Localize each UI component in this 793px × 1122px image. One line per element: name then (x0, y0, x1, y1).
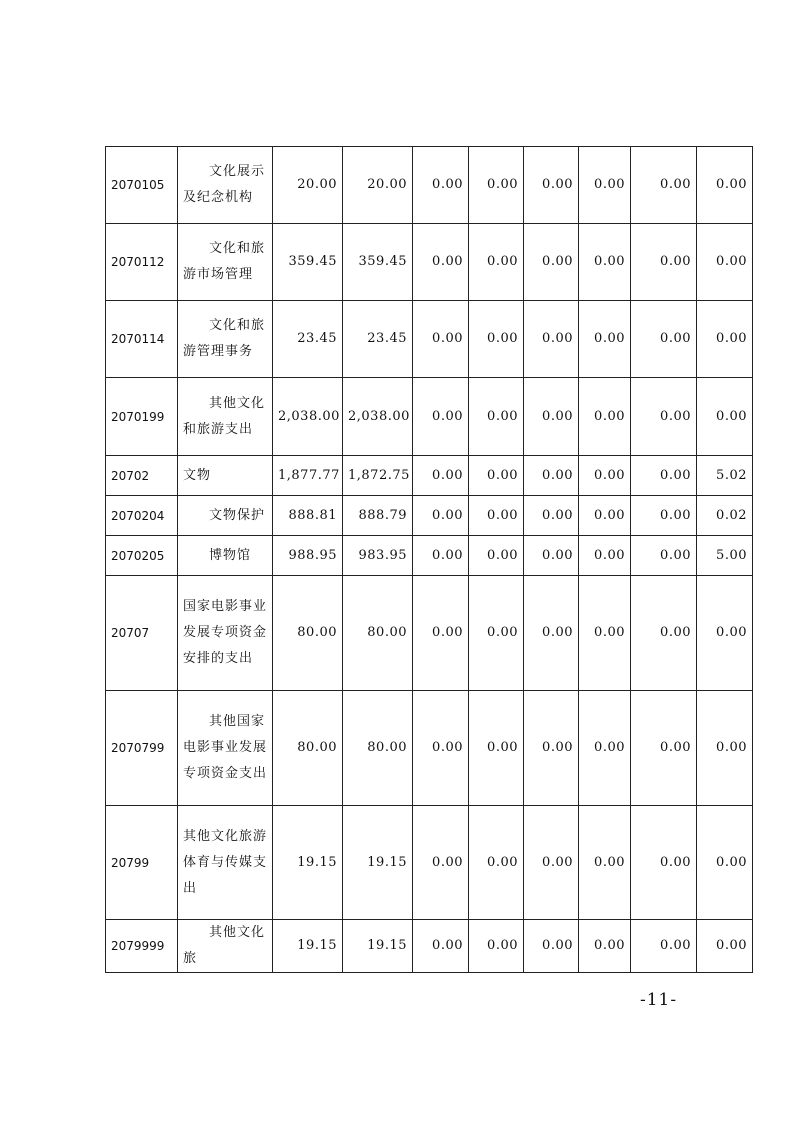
table-row (106, 378, 753, 456)
amount-cell: 0.00 (469, 301, 524, 378)
subject-name-text: 博物馆 (209, 547, 252, 563)
subject-name-text: 文化和旅游管理事务 (183, 318, 266, 359)
amount-cell: 23.45 (343, 301, 413, 378)
amount-cell: 0.00 (697, 378, 753, 456)
amount-cell: 20.00 (273, 147, 343, 224)
amount-cell: 0.00 (524, 301, 579, 378)
amount-cell: 0.00 (469, 691, 524, 806)
amount-cell: 0.00 (697, 806, 753, 920)
amount-cell: 0.00 (413, 147, 469, 224)
subject-code-cell: 2070205 (106, 536, 178, 576)
amount-cell: 0.00 (579, 536, 631, 576)
table-row (106, 920, 753, 973)
amount-cell: 0.00 (697, 147, 753, 224)
table-row (106, 691, 753, 806)
amount-cell: 0.00 (469, 147, 524, 224)
amount-cell: 888.79 (343, 496, 413, 536)
amount-cell: 0.00 (413, 691, 469, 806)
table-row (106, 806, 753, 920)
amount-cell: 19.15 (343, 806, 413, 920)
amount-cell: 0.00 (469, 456, 524, 496)
amount-cell: 0.00 (524, 920, 579, 973)
amount-cell: 0.00 (631, 920, 697, 973)
amount-cell: 0.00 (413, 496, 469, 536)
amount-cell: 80.00 (343, 576, 413, 691)
subject-name-text: 其他国家电影事业发展专项资金支出 (183, 714, 268, 781)
subject-code-cell: 2070105 (106, 147, 178, 224)
subject-code-cell: 2070199 (106, 378, 178, 456)
amount-cell: 983.95 (343, 536, 413, 576)
amount-cell: 0.00 (413, 536, 469, 576)
amount-cell: 1,872.75 (343, 456, 413, 496)
subject-name-text: 其他文化和旅游支出 (183, 395, 266, 437)
amount-cell: 0.00 (413, 224, 469, 301)
amount-cell: 359.45 (343, 224, 413, 301)
amount-cell: 0.00 (579, 496, 631, 536)
amount-cell: 80.00 (273, 691, 343, 806)
table-row (106, 456, 753, 496)
subject-name-cell (178, 456, 273, 496)
amount-cell: 0.00 (413, 378, 469, 456)
subject-name-text: 其他文化旅游体育与传媒支出 (183, 828, 268, 896)
amount-cell: 0.00 (469, 536, 524, 576)
amount-cell: 0.00 (631, 536, 697, 576)
amount-cell: 0.00 (469, 920, 524, 973)
table-row (106, 301, 753, 378)
amount-cell: 19.15 (343, 920, 413, 973)
page-number: -11- (640, 990, 678, 1010)
subject-code-cell: 2070114 (106, 301, 178, 378)
amount-cell: 359.45 (273, 224, 343, 301)
subject-name-cell (178, 496, 273, 536)
subject-name-text: 文化和旅游市场管理 (183, 241, 266, 282)
amount-cell: 2,038.00 (343, 378, 413, 456)
subject-name-text: 文物 (183, 467, 212, 483)
amount-cell: 0.00 (469, 806, 524, 920)
amount-cell: 20.00 (343, 147, 413, 224)
amount-cell: 0.00 (413, 301, 469, 378)
table-row (106, 536, 753, 576)
amount-cell: 0.00 (579, 691, 631, 806)
subject-name-cell (178, 536, 273, 576)
subject-name-cell (178, 378, 273, 456)
subject-name-cell (178, 920, 273, 973)
subject-code-cell: 2070112 (106, 224, 178, 301)
amount-cell: 0.00 (524, 456, 579, 496)
amount-cell: 0.00 (631, 301, 697, 378)
amount-cell: 0.00 (579, 378, 631, 456)
amount-cell: 988.95 (273, 536, 343, 576)
amount-cell: 0.00 (631, 378, 697, 456)
amount-cell: 0.00 (631, 691, 697, 806)
amount-cell: 19.15 (273, 920, 343, 973)
table-row (106, 496, 753, 536)
subject-name-cell (178, 301, 273, 378)
amount-cell: 0.00 (579, 920, 631, 973)
subject-name-cell (178, 691, 273, 806)
amount-cell: 0.00 (413, 456, 469, 496)
amount-cell: 5.00 (697, 536, 753, 576)
amount-cell: 0.00 (413, 806, 469, 920)
amount-cell: 0.00 (579, 147, 631, 224)
amount-cell: 0.00 (524, 496, 579, 536)
amount-cell: 0.00 (469, 378, 524, 456)
amount-cell: 0.00 (524, 806, 579, 920)
amount-cell: 0.00 (631, 806, 697, 920)
amount-cell: 0.00 (631, 456, 697, 496)
subject-code-cell: 20702 (106, 456, 178, 496)
amount-cell: 0.00 (697, 920, 753, 973)
subject-name-cell (178, 224, 273, 301)
subject-code-cell: 20707 (106, 576, 178, 691)
amount-cell: 0.00 (697, 691, 753, 806)
table-body (106, 147, 753, 973)
subject-code-cell: 2070204 (106, 496, 178, 536)
amount-cell: 0.00 (579, 806, 631, 920)
amount-cell: 0.00 (579, 456, 631, 496)
subject-name-cell (178, 147, 273, 224)
amount-cell: 0.00 (469, 496, 524, 536)
amount-cell: 0.00 (524, 536, 579, 576)
amount-cell: 0.00 (631, 576, 697, 691)
amount-cell: 0.00 (579, 224, 631, 301)
amount-cell: 2,038.00 (273, 378, 343, 456)
subject-name-cell (178, 576, 273, 691)
amount-cell: 0.00 (524, 224, 579, 301)
subject-name-text: 其他文化旅 (183, 925, 266, 966)
amount-cell: 0.00 (631, 224, 697, 301)
amount-cell: 0.00 (697, 576, 753, 691)
subject-code-cell: 2079999 (106, 920, 178, 973)
amount-cell: 0.00 (524, 147, 579, 224)
amount-cell: 0.00 (413, 576, 469, 691)
amount-cell: 5.02 (697, 456, 753, 496)
amount-cell: 0.00 (469, 224, 524, 301)
table-row (106, 147, 753, 224)
amount-cell: 0.02 (697, 496, 753, 536)
amount-cell: 0.00 (413, 920, 469, 973)
amount-cell: 888.81 (273, 496, 343, 536)
subject-name-text: 国家电影事业发展专项资金安排的支出 (183, 599, 268, 666)
amount-cell: 0.00 (469, 576, 524, 691)
amount-cell: 0.00 (697, 301, 753, 378)
amount-cell: 0.00 (631, 496, 697, 536)
amount-cell: 80.00 (343, 691, 413, 806)
amount-cell: 0.00 (579, 576, 631, 691)
amount-cell: 80.00 (273, 576, 343, 691)
amount-cell: 0.00 (524, 691, 579, 806)
subject-code-cell: 2070799 (106, 691, 178, 806)
amount-cell: 1,877.77 (273, 456, 343, 496)
amount-cell: 0.00 (524, 576, 579, 691)
table-row (106, 224, 753, 301)
subject-name-text: 文化展示及纪念机构 (183, 164, 266, 205)
amount-cell: 0.00 (631, 147, 697, 224)
subject-name-cell (178, 806, 273, 920)
budget-table (105, 146, 753, 973)
amount-cell: 0.00 (697, 224, 753, 301)
table-row (106, 576, 753, 691)
amount-cell: 0.00 (579, 301, 631, 378)
subject-code-cell: 20799 (106, 806, 178, 920)
amount-cell: 23.45 (273, 301, 343, 378)
subject-name-text: 文物保护 (209, 507, 266, 523)
amount-cell: 0.00 (524, 378, 579, 456)
amount-cell: 19.15 (273, 806, 343, 920)
